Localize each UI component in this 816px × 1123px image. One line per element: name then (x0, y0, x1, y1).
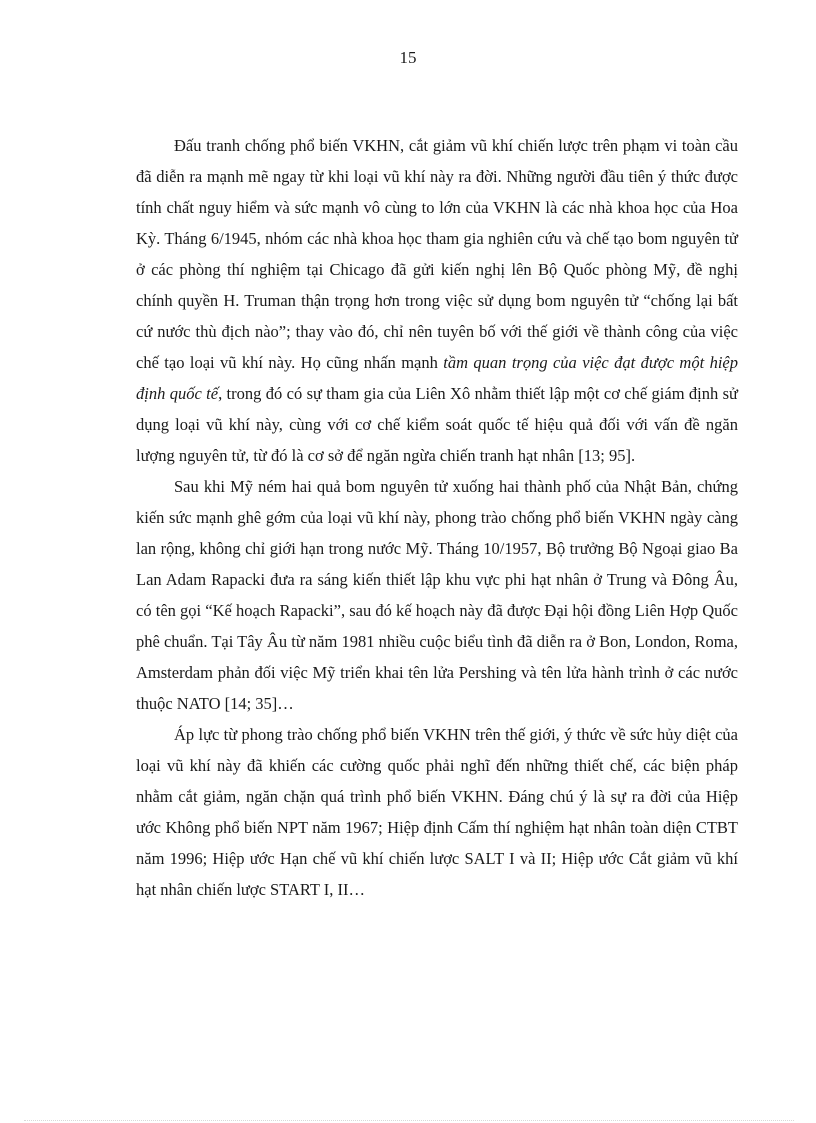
paragraph-1 (136, 130, 738, 471)
document-body (136, 130, 738, 905)
paragraph-1-text-start: Đấu tranh chống phổ biến VKHN, cắt giảm vũ khí chiến lược trên phạm vi toàn cầu đã diễn ra mạnh mẽ ngay từ khi loại vũ khí này ra đời. Những người đầu tiên ý thức được tính chất nguy hiểm và sức mạnh vô cùng to lớn của VKHN là các nhà khoa học của Hoa Kỳ. Tháng 6/1945, nhóm các nhà khoa học tham gia nghiên cứu và chế tạo bom nguyên tử ở các phòng thí nghiệm tại Chicago đã gửi kiến nghị lên Bộ Quốc phòng Mỹ, đề nghị chính quyền H. Truman thận trọng hơn trong việc sử dụng bom nguyên tử “chống lại bất cứ nước thù địch nào”; thay vào đó, chỉ nên tuyên bố với thế giới về thành công của việc chế tạo loại vũ khí này. Họ cũng nhấn mạnh (136, 136, 738, 372)
paragraph-3: Áp lực từ phong trào chống phổ biến VKHN trên thế giới, ý thức về sức hủy diệt của loại vũ khí này đã khiến các cường quốc phải nghĩ đến những thiết chế, các biện pháp nhằm cắt giảm, ngăn chặn quá trình phổ biến VKHN. Đáng chú ý là sự ra đời của Hiệp ước Không phổ biến NPT năm 1967; Hiệp định Cấm thí nghiệm hạt nhân toàn diện CTBT năm 1996; Hiệp ước Hạn chế vũ khí chiến lược SALT I và II; Hiệp ước Cắt giảm vũ khí hạt nhân chiến lược START I, II… (136, 725, 738, 899)
paragraph-1-italic-phrase: tầm quan trọng của việc đạt được một hiệp định quốc tế (136, 353, 738, 403)
page-bottom-divider (24, 1120, 794, 1121)
page-number: 15 (399, 48, 417, 67)
paragraph-2: Sau khi Mỹ ném hai quả bom nguyên tử xuống hai thành phố của Nhật Bản, chứng kiến sức mạnh ghê gớm của loại vũ khí này, phong trào chống phổ biến VKHN ngày càng lan rộng, không chỉ giới hạn trong nước Mỹ. Tháng 10/1957, Bộ trưởng Bộ Ngoại giao Ba Lan Adam Rapacki đưa ra sáng kiến thiết lập khu vực phi hạt nhân ở Trung và Đông Âu, có tên gọi “Kế hoạch Rapacki”, sau đó kế hoạch này đã được Đại hội đồng Liên Hợp Quốc phê chuẩn. Tại Tây Âu từ năm 1981 nhiều cuộc biểu tình đã diễn ra ở Bon, London, Roma, Amsterdam phản đối việc Mỹ triển khai tên lửa Pershing và tên lửa hành trình ở các nước thuộc NATO [14; 35]… (136, 477, 738, 713)
paragraph-1-text-end: , trong đó có sự tham gia của Liên Xô nhằm thiết lập một cơ chế giám định sử dụng loại vũ khí này, cùng với cơ chế kiểm soát quốc tế hiệu quả đối với vấn đề ngăn lượng nguyên tử, từ đó là cơ sở để ngăn ngừa chiến tranh hạt nhân [13; 95]. (136, 384, 738, 465)
